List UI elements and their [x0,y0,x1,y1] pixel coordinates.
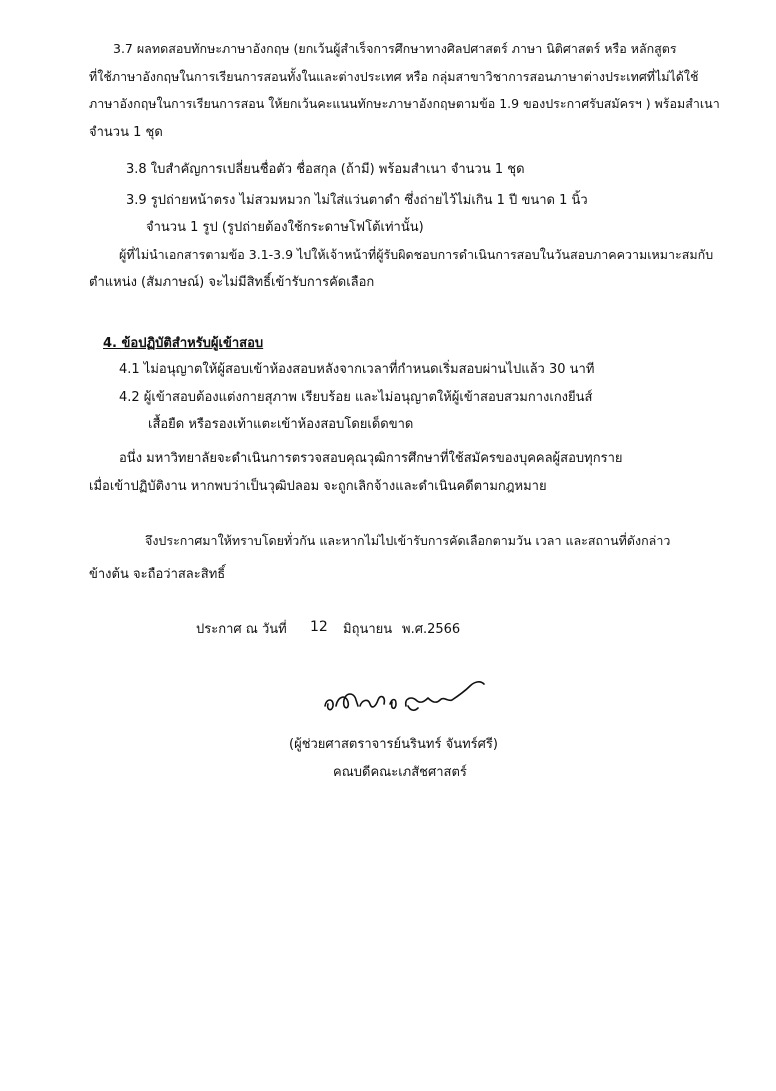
item-4-1: 4.1 ไม่อนุญาตให้ผู้สอบเข้าห้องสอบหลังจากเวลาที่กำหนดเริ่มสอบผ่านไปแล้ว 30 นาที [119,362,595,377]
closing-line1: จึงประกาศมาให้ทราบโดยทั่วกัน และหากไม่ไปเข้ารับการคัดเลือกตามวัน เวลา และสถานที่ดังกล่าว [145,533,671,548]
verify-line1: อนึ่ง มหาวิทยาลัยจะดำเนินการตรวจสอบคุณวุฒิการศึกษาที่ใช้สมัครของบุคคลผู้สอบทุกราย [119,451,623,466]
closing-line2: ข้างต้น จะถือว่าสละสิทธิ์ [89,567,226,582]
item-3-9-line1: 3.9 รูปถ่ายหน้าตรง ไม่สวมหมวก ไม่ใส่แว่นตาดำ ซึ่งถ่ายไว้ไม่เกิน 1 ปี ขนาด 1 นิ้ว [126,193,588,208]
signatory-title: คณบดีคณะเภสัชศาสตร์ [333,765,467,780]
signature-stroke [336,694,358,708]
handwritten-signature [320,676,490,718]
section-4-heading: 4. ข้อปฏิบัติสำหรับผู้เข้าสอบ [103,336,264,351]
signature-stroke [360,697,384,707]
announce-year: พ.ศ.2566 [402,622,461,637]
announce-month: มิถุนายน [343,622,393,637]
signature-stroke [406,682,484,706]
signature-stroke [390,700,396,709]
signatory-name: (ผู้ช่วยศาสตราจารย์นรินทร์ จันทร์ศรี) [289,737,498,752]
verify-line2: เมื่อเข้าปฏิบัติงาน หากพบว่าเป็นวุฒิปลอม จะถูกเลิกจ้างและดำเนินคดีตามกฎหมาย [89,479,547,494]
note-line2: ตำแหน่ง (สัมภาษณ์) จะไม่มีสิทธิ์เข้ารับการคัดเลือก [89,275,375,290]
item-3-7-line1: 3.7 ผลทดสอบทักษะภาษาอังกฤษ (ยกเว้นผู้สำเร็จการศึกษาทางศิลปศาสตร์ ภาษา นิติศาสตร์ หรือ หลักสูตร [113,41,677,56]
item-4-2-line1: 4.2 ผู้เข้าสอบต้องแต่งกายสุภาพ เรียบร้อย และไม่อนุญาตให้ผู้เข้าสอบสวมกางเกงยีนส์ [119,390,593,405]
signature-stroke [408,706,418,710]
note-line1: ผู้ที่ไม่นำเอกสารตามข้อ 3.1-3.9 ไปให้เจ้าหน้าที่ผู้รับผิดชอบการดำเนินการสอบในวันสอบภาคความเหมาะสมกับ [119,247,714,262]
item-3-7-line2: ที่ใช้ภาษาอังกฤษในการเรียนการสอนทั้งในและต่างประเทศ หรือ กลุ่มสาขาวิชาการสอนภาษาต่างประเทศที่ไม่ได้ใช้ [89,69,699,84]
item-4-2-line2: เสื้อยืด หรือรองเท้าแตะเข้าห้องสอบโดยเด็ดขาด [148,417,414,432]
announce-day: 12 [310,619,328,635]
item-3-9-line2: จำนวน 1 รูป (รูปถ่ายต้องใช้กระดาษโฟโต้เท่านั้น) [146,220,424,235]
signature-stroke [325,700,333,710]
announce-prefix: ประกาศ ณ วันที่ [196,622,287,637]
item-3-7-line3: ภาษาอังกฤษในการเรียนการสอน ให้ยกเว้นคะแนนทักษะภาษาอังกฤษตามข้อ 1.9 ของประกาศรับสมัครฯ ) พร้อมสำเนา [89,96,720,111]
item-3-8: 3.8 ใบสำคัญการเปลี่ยนชื่อตัว ชื่อสกุล (ถ้ามี) พร้อมสำเนา จำนวน 1 ชุด [126,162,525,177]
item-3-7-line4: จำนวน 1 ชุด [89,125,163,140]
